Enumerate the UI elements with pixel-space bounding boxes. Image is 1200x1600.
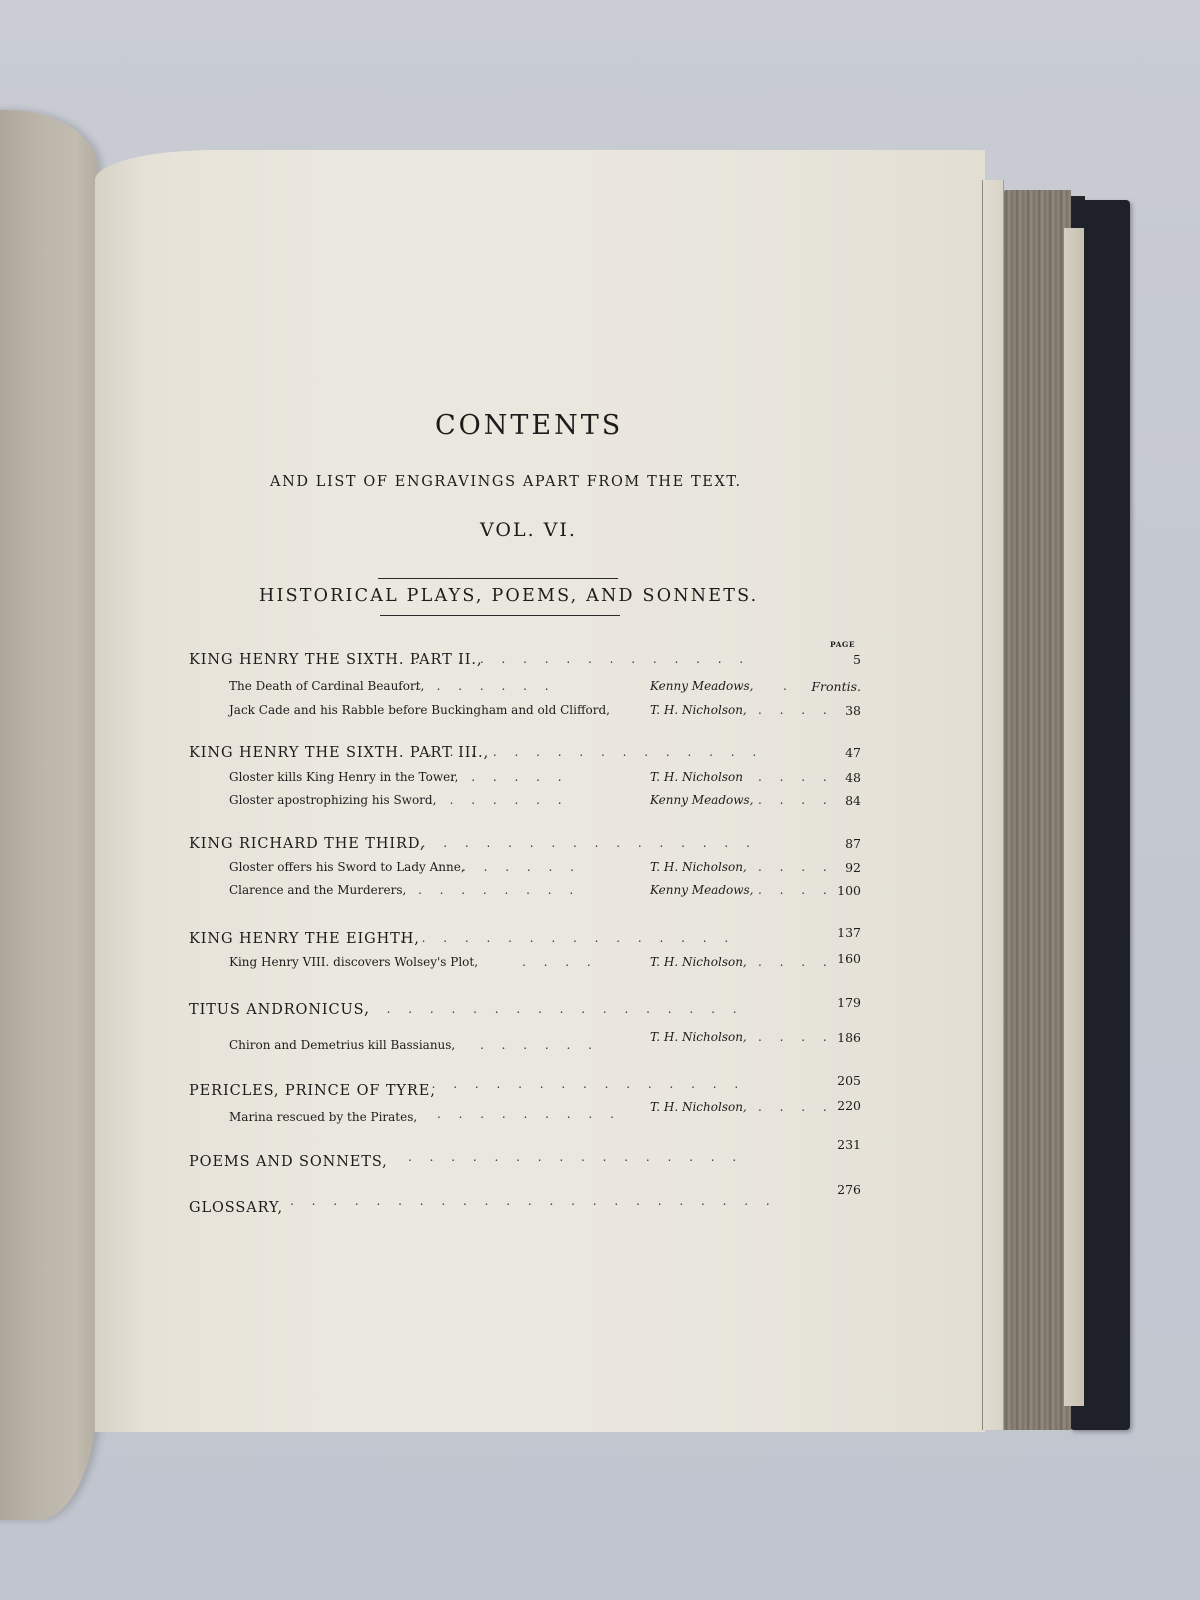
leader-dots: . . . . [758, 1100, 827, 1114]
page-number: 137 [837, 925, 861, 940]
engraving-artist: T. H. Nicholson, [650, 1100, 747, 1114]
page-number: 205 [837, 1073, 861, 1088]
leader-dots: . . . . . . . . . . . . . . . . . [400, 836, 750, 850]
toc-entry [0, 995, 1200, 1024]
leader-dots: . . . . [758, 883, 827, 897]
play-title: KING RICHARD THE THIRD, [189, 836, 426, 852]
toc-entry [0, 1073, 1200, 1105]
engraving-title: The Death of Cardinal Beaufort, [229, 679, 425, 693]
engraving-title: King Henry VIII. discovers Wolsey's Plot, [229, 955, 479, 969]
page-number: 276 [837, 1182, 861, 1197]
page-number: Frontis. [811, 679, 861, 694]
play-title: TITUS ANDRONICUS, [189, 1002, 370, 1018]
play-title: KING HENRY THE EIGHTH, [189, 931, 420, 947]
page-column-label: PAGE [830, 640, 856, 649]
leader-dots: . . . . . . . . . . . . . . . . [415, 652, 744, 666]
leader-dots: . . . . . . . . . . . . . . . . [428, 745, 757, 759]
leader-dots: . . . . . . . . . [437, 1107, 614, 1121]
engraving-artist: T. H. Nicholson, [650, 703, 747, 717]
engraving-entry [0, 793, 1200, 815]
toc-entry [0, 745, 1200, 767]
engraving-artist: T. H. Nicholson, [650, 955, 747, 969]
page-number: 5 [853, 652, 861, 667]
leader-dots: . . . . [758, 955, 827, 969]
page-subtitle: AND LIST OF ENGRAVINGS APART FROM THE TEXT. [270, 474, 742, 490]
leader-dots: . . . . [758, 703, 827, 717]
section-heading: HISTORICAL PLAYS, POEMS, AND SONNETS. [259, 586, 759, 606]
engraving-artist: T. H. Nicholson, [650, 1030, 747, 1044]
leader-dots: . . . . . . . . . . . . . . . . [408, 1150, 737, 1164]
divider-top [378, 578, 618, 579]
leader-dots: . . . . . . . [428, 770, 562, 784]
leader-dots: . . . . [758, 770, 827, 784]
page-number: 84 [845, 793, 861, 808]
engraving-entry [0, 883, 1200, 905]
play-title: PERICLES, PRINCE OF TYRE, [189, 1083, 436, 1099]
toc-entry [0, 1182, 1200, 1222]
leader-dots: . . . . . . . . . . . . . . . . [400, 931, 729, 945]
leader-dots: . . . . . . . . . . . . . . . . . . [365, 1002, 737, 1016]
toc-entry [0, 836, 1200, 858]
volume-label: VOL. VI. [480, 519, 577, 541]
leader-dots: . . . . . . . . . . . . . . . . [410, 1077, 739, 1091]
engraving-entry [0, 1030, 1200, 1060]
page-number: 47 [845, 745, 861, 760]
page-number: 87 [845, 836, 861, 851]
engraving-artist: T. H. Nicholson, [650, 860, 747, 874]
leader-dots: . . . . . . . [428, 793, 562, 807]
play-title: KING HENRY THE SIXTH. PART III., [189, 745, 490, 761]
leader-dots: . . . . . . . . . . . . . . . . . . . . . . . [290, 1194, 770, 1208]
engraving-entry [0, 703, 1200, 725]
page-number: 160 [837, 951, 861, 966]
page-number: 186 [837, 1030, 861, 1045]
engraving-artist: Kenny Meadows, [650, 679, 754, 693]
leader-dots: . . . . . . . [415, 679, 549, 693]
toc-entry [0, 925, 1200, 953]
leader-dots: . . . . . . [462, 860, 574, 874]
toc-entry [0, 1137, 1200, 1176]
page-number: 220 [837, 1098, 861, 1113]
divider-bottom [380, 615, 620, 616]
page-number: 38 [845, 703, 861, 718]
engraving-artist: Kenny Meadows, [650, 793, 754, 807]
page-title: CONTENTS [435, 410, 624, 441]
page-number: 231 [837, 1137, 861, 1152]
engraving-title: Jack Cade and his Rabble before Buckingham and old Clifford, [229, 703, 610, 717]
page-number: 48 [845, 770, 861, 785]
play-title: KING HENRY THE SIXTH. PART II., [189, 652, 483, 668]
leader-dots: . . . . [758, 793, 827, 807]
page-number: 100 [837, 883, 861, 898]
leader-dots: . . . . [758, 860, 827, 874]
engraving-title: Gloster offers his Sword to Lady Anne, [229, 860, 465, 874]
engraving-entry [0, 770, 1200, 792]
engraving-entry [0, 860, 1200, 882]
leader-dots: . . . . . . . . [418, 883, 574, 897]
toc-entry [0, 652, 1200, 674]
engraving-artist: T. H. Nicholson [650, 770, 743, 784]
play-title: GLOSSARY, [189, 1200, 284, 1216]
leader-dots: . . . . . . [480, 1038, 592, 1052]
engraving-title: Clarence and the Murderers, [229, 883, 407, 897]
engraving-entry [0, 951, 1200, 977]
leader-dots: . . . . [522, 955, 591, 969]
engraving-artist: Kenny Meadows, [650, 883, 754, 897]
leader-dots: . . . . [758, 1030, 827, 1044]
engraving-entry [0, 1098, 1200, 1132]
page-number: 92 [845, 860, 861, 875]
engraving-title: Chiron and Demetrius kill Bassianus, [229, 1038, 456, 1052]
engraving-title: Gloster kills King Henry in the Tower, [229, 770, 459, 784]
play-title: POEMS AND SONNETS, [189, 1154, 388, 1170]
page-number: 179 [837, 995, 861, 1010]
leader-dots: . [783, 679, 787, 693]
engraving-title: Gloster apostrophizing his Sword, [229, 793, 437, 807]
engraving-entry [0, 679, 1200, 701]
engraving-title: Marina rescued by the Pirates, [229, 1110, 418, 1124]
